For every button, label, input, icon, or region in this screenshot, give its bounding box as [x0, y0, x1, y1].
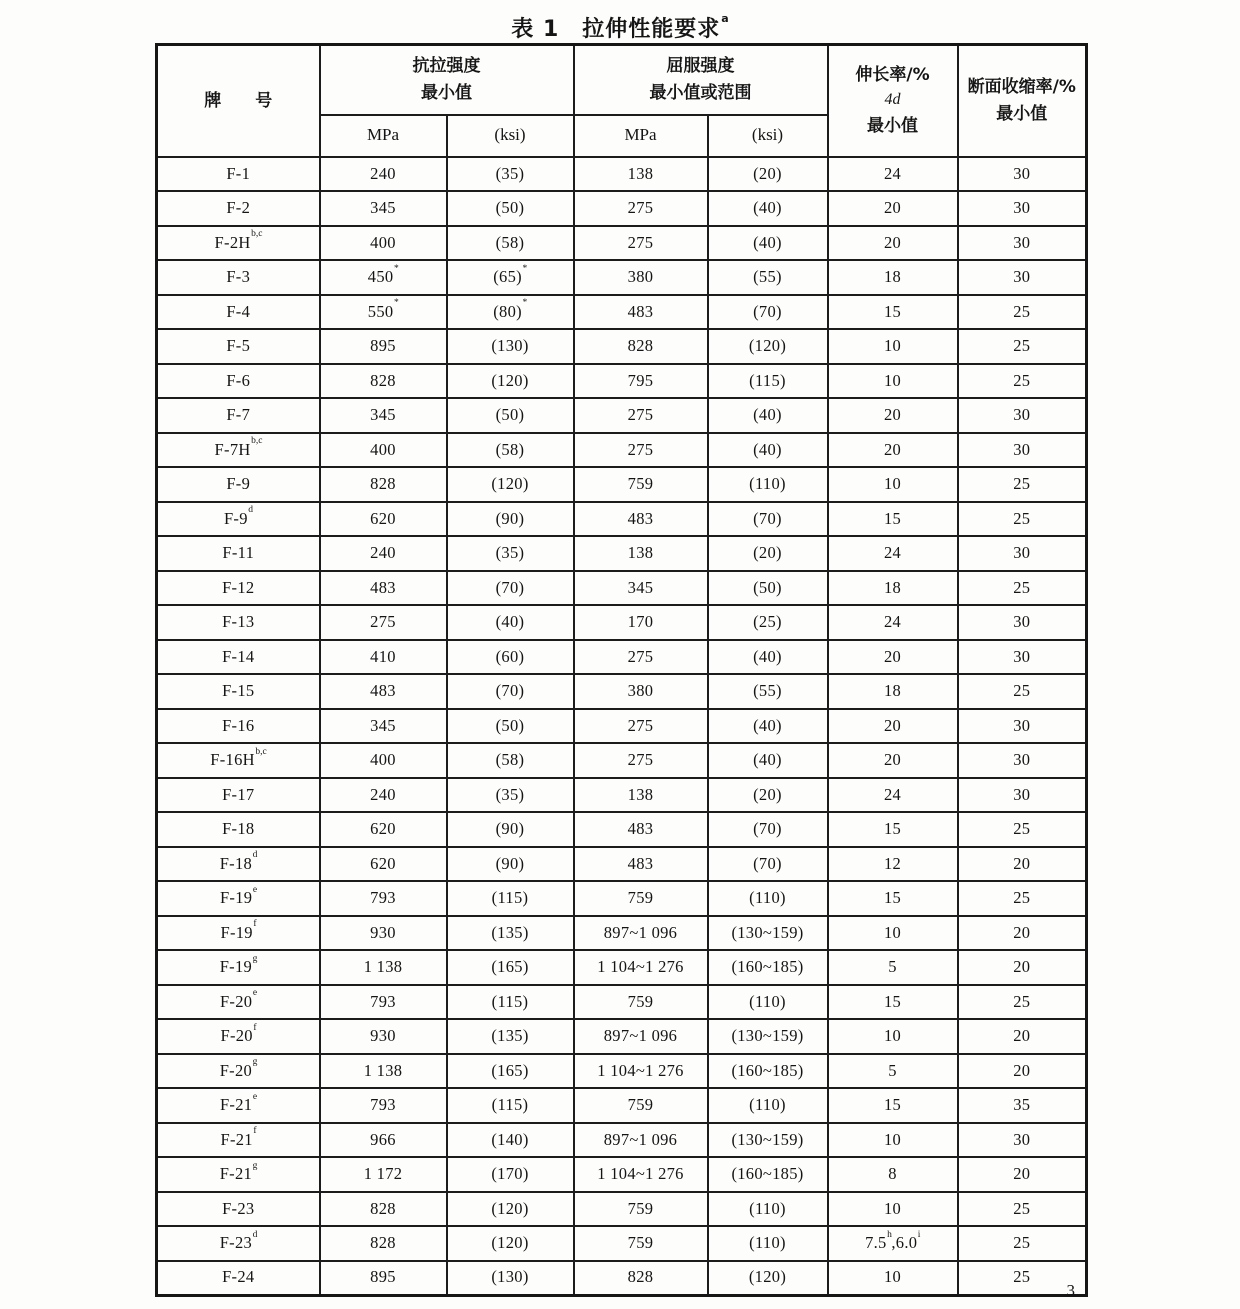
elongation-cell: 20 — [828, 226, 958, 261]
yield-mpa-cell: 1 104~1 276 — [574, 1054, 708, 1089]
header-reduction-line1: 断面收缩率/% — [967, 77, 1076, 98]
header-group-row — [157, 45, 1087, 115]
table-row — [157, 1054, 1087, 1089]
yield-ksi-cell: (110) — [708, 881, 828, 916]
yield-mpa-cell: 275 — [574, 640, 708, 675]
tensile-mpa-cell: 1 138 — [320, 1054, 447, 1089]
table-row — [157, 502, 1087, 537]
tensile-mpa-cell: 345 — [320, 709, 447, 744]
tensile-mpa-cell: 410 — [320, 640, 447, 675]
yield-mpa-cell: 483 — [574, 295, 708, 330]
table-row — [157, 640, 1087, 675]
yield-ksi-cell: (70) — [708, 295, 828, 330]
table-row — [157, 433, 1087, 468]
tensile-mpa-cell: 483 — [320, 674, 447, 709]
tensile-ksi-cell: (90) — [447, 502, 574, 537]
reduction-cell: 30 — [958, 191, 1087, 226]
grade-cell: F-13 — [157, 605, 320, 640]
elongation-cell: 20 — [828, 398, 958, 433]
elongation-cell: 24 — [828, 157, 958, 192]
reduction-cell: 25 — [958, 1261, 1087, 1296]
yield-mpa-cell: 483 — [574, 502, 708, 537]
elongation-cell: 10 — [828, 1192, 958, 1227]
yield-ksi-cell: (20) — [708, 778, 828, 813]
header-tensile-ksi: (ksi) — [447, 115, 574, 157]
tensile-ksi-cell: (120) — [447, 1192, 574, 1227]
tensile-mpa-cell: 400 — [320, 226, 447, 261]
table-row — [157, 295, 1087, 330]
grade-cell: $F-7H^{b,c}$ — [157, 433, 320, 468]
tensile-mpa-cell: 550* — [320, 295, 447, 330]
tensile-ksi-cell: (135) — [447, 1019, 574, 1054]
table-row — [157, 1157, 1087, 1192]
yield-ksi-cell: (40) — [708, 433, 828, 468]
reduction-cell: 30 — [958, 640, 1087, 675]
grade-cell: F-17 — [157, 778, 320, 813]
grade-cell: F-5 — [157, 329, 320, 364]
elongation-cell: 5 — [828, 1054, 958, 1089]
tensile-mpa-cell: 620 — [320, 502, 447, 537]
reduction-cell: 20 — [958, 1054, 1087, 1089]
header-elongation-line1: 伸长率/% — [855, 65, 930, 85]
elongation-cell: 18 — [828, 674, 958, 709]
tensile-ksi-cell: (65)* — [447, 260, 574, 295]
table-row — [157, 950, 1087, 985]
table-row — [157, 605, 1087, 640]
table-title — [155, 12, 1085, 43]
tensile-ksi-cell: (50) — [447, 709, 574, 744]
tensile-ksi-cell: (70) — [447, 571, 574, 606]
yield-mpa-cell: 759 — [574, 985, 708, 1020]
yield-ksi-cell: (20) — [708, 536, 828, 571]
header-elongation — [828, 45, 958, 157]
table-row — [157, 674, 1087, 709]
table-row — [157, 536, 1087, 571]
tensile-ksi-cell: (60) — [447, 640, 574, 675]
yield-mpa-cell: 275 — [574, 709, 708, 744]
grade-cell: F-2 — [157, 191, 320, 226]
yield-mpa-cell: 759 — [574, 881, 708, 916]
yield-mpa-cell: 138 — [574, 778, 708, 813]
reduction-cell: 25 — [958, 985, 1087, 1020]
grade-cell: F-4 — [157, 295, 320, 330]
grade-cell: F-11 — [157, 536, 320, 571]
yield-mpa-cell: 1 104~1 276 — [574, 950, 708, 985]
elongation-cell: 10 — [828, 467, 958, 502]
yield-ksi-cell: (110) — [708, 985, 828, 1020]
reduction-cell: 20 — [958, 1157, 1087, 1192]
reduction-cell: 25 — [958, 571, 1087, 606]
yield-ksi-cell: (160~185) — [708, 1157, 828, 1192]
table-row — [157, 329, 1087, 364]
table-row — [157, 1088, 1087, 1123]
table-row — [157, 364, 1087, 399]
page-number: 3 — [1066, 1281, 1075, 1300]
table-body — [157, 157, 1087, 1296]
reduction-cell: 25 — [958, 295, 1087, 330]
reduction-cell: 25 — [958, 1226, 1087, 1261]
tensile-mpa-cell: 828 — [320, 467, 447, 502]
yield-mpa-cell: 345 — [574, 571, 708, 606]
tensile-mpa-cell: 930 — [320, 916, 447, 951]
yield-mpa-cell: 275 — [574, 398, 708, 433]
reduction-cell: 25 — [958, 329, 1087, 364]
reduction-cell: 20 — [958, 847, 1087, 882]
yield-ksi-cell: (130~159) — [708, 916, 828, 951]
yield-ksi-cell: (25) — [708, 605, 828, 640]
table-row — [157, 157, 1087, 192]
tensile-mpa-cell: 1 138 — [320, 950, 447, 985]
reduction-cell: 25 — [958, 364, 1087, 399]
grade-cell: F-23$^d$ — [157, 1226, 320, 1261]
header-tensile-line1: 抗拉强度 — [412, 56, 481, 77]
grade-cell: F-18 — [157, 812, 320, 847]
reduction-cell: 30 — [958, 226, 1087, 261]
tensile-ksi-cell: (165) — [447, 950, 574, 985]
grade-cell: F-1 — [157, 157, 320, 192]
yield-ksi-cell: (110) — [708, 1226, 828, 1261]
yield-ksi-cell: (55) — [708, 674, 828, 709]
tensile-mpa-cell: 240 — [320, 536, 447, 571]
header-elongation-line3: 最小值 — [867, 116, 918, 137]
grade-cell: F-20$^f$ — [157, 1019, 320, 1054]
grade-cell: F-9 — [157, 467, 320, 502]
elongation-cell: 7.5$^h$,6.0$^i$ — [828, 1226, 958, 1261]
yield-ksi-cell: (70) — [708, 502, 828, 537]
tensile-mpa-cell: 930 — [320, 1019, 447, 1054]
yield-ksi-cell: (70) — [708, 847, 828, 882]
reduction-cell: 30 — [958, 709, 1087, 744]
tensile-mpa-cell: 828 — [320, 1192, 447, 1227]
header-grade: 牌 号 — [157, 45, 320, 157]
yield-ksi-cell: (40) — [708, 191, 828, 226]
table-row — [157, 847, 1087, 882]
yield-ksi-cell: (160~185) — [708, 950, 828, 985]
reduction-cell: 30 — [958, 778, 1087, 813]
elongation-cell: 5 — [828, 950, 958, 985]
yield-mpa-cell: 828 — [574, 1261, 708, 1296]
elongation-cell: 24 — [828, 778, 958, 813]
reduction-cell: 25 — [958, 674, 1087, 709]
grade-cell: F-18$^d$ — [157, 847, 320, 882]
grade-cell: F-21e — [157, 1088, 320, 1123]
header-tensile-mpa: MPa — [320, 115, 447, 157]
yield-ksi-cell: (120) — [708, 1261, 828, 1296]
yield-mpa-cell: 483 — [574, 847, 708, 882]
tensile-ksi-cell: (170) — [447, 1157, 574, 1192]
grade-cell: F-20e — [157, 985, 320, 1020]
table-row — [157, 709, 1087, 744]
tensile-mpa-cell: 1 172 — [320, 1157, 447, 1192]
table-row — [157, 743, 1087, 778]
yield-mpa-cell: 275 — [574, 191, 708, 226]
yield-ksi-cell: (110) — [708, 1192, 828, 1227]
header-reduction-of-area — [958, 45, 1087, 157]
yield-ksi-cell: (160~185) — [708, 1054, 828, 1089]
header-elongation-gauge: 4d — [884, 91, 901, 109]
grade-cell: F-14 — [157, 640, 320, 675]
grade-cell: F-20$^g$ — [157, 1054, 320, 1089]
elongation-cell: 12 — [828, 847, 958, 882]
tensile-mpa-cell: 240 — [320, 778, 447, 813]
reduction-cell: 20 — [958, 950, 1087, 985]
elongation-cell: 20 — [828, 743, 958, 778]
elongation-cell: 20 — [828, 433, 958, 468]
yield-mpa-cell: 1 104~1 276 — [574, 1157, 708, 1192]
tensile-ksi-cell: (115) — [447, 1088, 574, 1123]
yield-mpa-cell: 138 — [574, 536, 708, 571]
reduction-cell: 30 — [958, 536, 1087, 571]
yield-mpa-cell: 795 — [574, 364, 708, 399]
tensile-ksi-cell: (58) — [447, 226, 574, 261]
grade-cell: F-21$^f$ — [157, 1123, 320, 1158]
elongation-cell: 20 — [828, 191, 958, 226]
reduction-cell: 25 — [958, 881, 1087, 916]
tensile-mpa-cell: 620 — [320, 847, 447, 882]
yield-ksi-cell: (40) — [708, 640, 828, 675]
yield-ksi-cell: (40) — [708, 398, 828, 433]
yield-mpa-cell: 483 — [574, 812, 708, 847]
tensile-mpa-cell: 620 — [320, 812, 447, 847]
tensile-ksi-cell: (35) — [447, 157, 574, 192]
grade-cell: F-19$^g$ — [157, 950, 320, 985]
elongation-cell: 10 — [828, 1123, 958, 1158]
grade-cell: F-15 — [157, 674, 320, 709]
reduction-cell: 25 — [958, 467, 1087, 502]
grade-cell: $F-16H^{b,c}$ — [157, 743, 320, 778]
elongation-cell: 8 — [828, 1157, 958, 1192]
elongation-cell: 18 — [828, 571, 958, 606]
yield-ksi-cell: (130~159) — [708, 1019, 828, 1054]
tensile-ksi-cell: (135) — [447, 916, 574, 951]
table-row — [157, 191, 1087, 226]
table-row — [157, 916, 1087, 951]
tensile-ksi-cell: (58) — [447, 743, 574, 778]
table-row — [157, 985, 1087, 1020]
tensile-ksi-cell: (130) — [447, 1261, 574, 1296]
table-row — [157, 260, 1087, 295]
tensile-ksi-cell: (120) — [447, 1226, 574, 1261]
grade-cell: F-3 — [157, 260, 320, 295]
tensile-requirements-table — [155, 43, 1088, 1297]
yield-mpa-cell: 380 — [574, 674, 708, 709]
reduction-cell: 20 — [958, 916, 1087, 951]
tensile-ksi-cell: (165) — [447, 1054, 574, 1089]
yield-mpa-cell: 275 — [574, 433, 708, 468]
grade-cell: F-24 — [157, 1261, 320, 1296]
reduction-cell: 35 — [958, 1088, 1087, 1123]
tensile-ksi-cell: (90) — [447, 847, 574, 882]
elongation-cell: 20 — [828, 709, 958, 744]
tensile-mpa-cell: 483 — [320, 571, 447, 606]
table-row — [157, 226, 1087, 261]
grade-cell: F-7 — [157, 398, 320, 433]
tensile-ksi-cell: (35) — [447, 778, 574, 813]
tensile-ksi-cell: (70) — [447, 674, 574, 709]
grade-cell: F-23 — [157, 1192, 320, 1227]
tensile-mpa-cell: 793 — [320, 1088, 447, 1123]
yield-ksi-cell: (70) — [708, 812, 828, 847]
tensile-mpa-cell: 450* — [320, 260, 447, 295]
reduction-cell: 30 — [958, 433, 1087, 468]
yield-mpa-cell: 759 — [574, 1088, 708, 1123]
elongation-cell: 20 — [828, 640, 958, 675]
yield-mpa-cell: 275 — [574, 743, 708, 778]
table-row — [157, 467, 1087, 502]
tensile-ksi-cell: (90) — [447, 812, 574, 847]
elongation-cell: 15 — [828, 812, 958, 847]
tensile-mpa-cell: 828 — [320, 364, 447, 399]
tensile-ksi-cell: (80)* — [447, 295, 574, 330]
tensile-ksi-cell: (115) — [447, 985, 574, 1020]
table-row — [157, 881, 1087, 916]
header-tensile-line2: 最小值 — [421, 82, 472, 103]
tensile-mpa-cell: 345 — [320, 398, 447, 433]
grade-cell: F-9$^d$ — [157, 502, 320, 537]
yield-ksi-cell: (110) — [708, 1088, 828, 1123]
tensile-ksi-cell: (50) — [447, 398, 574, 433]
table-row — [157, 398, 1087, 433]
tensile-mpa-cell: 793 — [320, 985, 447, 1020]
grade-cell: F-19$^f$ — [157, 916, 320, 951]
reduction-cell: 30 — [958, 1123, 1087, 1158]
reduction-cell: 30 — [958, 260, 1087, 295]
header-yield-line1: 屈服强度 — [666, 56, 735, 77]
tensile-ksi-cell: (130) — [447, 329, 574, 364]
yield-ksi-cell: (50) — [708, 571, 828, 606]
yield-mpa-cell: 759 — [574, 1226, 708, 1261]
yield-ksi-cell: (20) — [708, 157, 828, 192]
header-yield-line2: 最小值或范围 — [649, 82, 752, 103]
reduction-cell: 25 — [958, 502, 1087, 537]
tensile-mpa-cell: 240 — [320, 157, 447, 192]
grade-cell: F-12 — [157, 571, 320, 606]
reduction-cell: 30 — [958, 157, 1087, 192]
yield-mpa-cell: 380 — [574, 260, 708, 295]
tensile-mpa-cell: 400 — [320, 743, 447, 778]
yield-ksi-cell: (110) — [708, 467, 828, 502]
tensile-ksi-cell: (40) — [447, 605, 574, 640]
tensile-mpa-cell: 895 — [320, 329, 447, 364]
table-row — [157, 812, 1087, 847]
yield-mpa-cell: 897~1 096 — [574, 916, 708, 951]
elongation-cell: 10 — [828, 1261, 958, 1296]
grade-cell: F-6 — [157, 364, 320, 399]
table-row — [157, 1192, 1087, 1227]
header-yield-ksi: (ksi) — [708, 115, 828, 157]
table-title-text: 表 1 拉伸性能要求 — [511, 17, 721, 42]
yield-mpa-cell: 170 — [574, 605, 708, 640]
elongation-cell: 15 — [828, 295, 958, 330]
tensile-ksi-cell: (35) — [447, 536, 574, 571]
elongation-cell: 15 — [828, 502, 958, 537]
header-reduction-line2: 最小值 — [996, 103, 1048, 124]
header-tensile-strength-group — [320, 45, 574, 115]
elongation-cell: 10 — [828, 1019, 958, 1054]
table-row — [157, 1019, 1087, 1054]
yield-ksi-cell: (120) — [708, 329, 828, 364]
yield-ksi-cell: (40) — [708, 709, 828, 744]
tensile-ksi-cell: (58) — [447, 433, 574, 468]
elongation-cell: 10 — [828, 329, 958, 364]
header-yield-mpa: MPa — [574, 115, 708, 157]
reduction-cell: 25 — [958, 1192, 1087, 1227]
grade-cell: $F-2H^{b,c}$ — [157, 226, 320, 261]
table-row — [157, 571, 1087, 606]
yield-mpa-cell: 275 — [574, 226, 708, 261]
yield-ksi-cell: (40) — [708, 226, 828, 261]
elongation-cell: 24 — [828, 536, 958, 571]
tensile-mpa-cell: 345 — [320, 191, 447, 226]
table-header — [157, 45, 1087, 157]
tensile-ksi-cell: (50) — [447, 191, 574, 226]
table-title-footnote-marker: a — [721, 11, 730, 25]
tensile-mpa-cell: 275 — [320, 605, 447, 640]
tensile-ksi-cell: (120) — [447, 364, 574, 399]
table-row — [157, 1123, 1087, 1158]
yield-mpa-cell: 138 — [574, 157, 708, 192]
elongation-cell: 15 — [828, 985, 958, 1020]
reduction-cell: 25 — [958, 812, 1087, 847]
elongation-cell: 10 — [828, 916, 958, 951]
elongation-cell: 18 — [828, 260, 958, 295]
grade-cell: F-16 — [157, 709, 320, 744]
elongation-cell: 15 — [828, 881, 958, 916]
yield-mpa-cell: 897~1 096 — [574, 1019, 708, 1054]
tensile-mpa-cell: 966 — [320, 1123, 447, 1158]
reduction-cell: 20 — [958, 1019, 1087, 1054]
yield-ksi-cell: (115) — [708, 364, 828, 399]
elongation-cell: 10 — [828, 364, 958, 399]
elongation-cell: 15 — [828, 1088, 958, 1123]
reduction-cell: 30 — [958, 398, 1087, 433]
elongation-cell: 24 — [828, 605, 958, 640]
yield-mpa-cell: 759 — [574, 467, 708, 502]
yield-ksi-cell: (55) — [708, 260, 828, 295]
tensile-mpa-cell: 400 — [320, 433, 447, 468]
tensile-mpa-cell: 895 — [320, 1261, 447, 1296]
header-yield-strength-group — [574, 45, 828, 115]
yield-ksi-cell: (130~159) — [708, 1123, 828, 1158]
tensile-ksi-cell: (115) — [447, 881, 574, 916]
yield-mpa-cell: 759 — [574, 1192, 708, 1227]
tensile-ksi-cell: (120) — [447, 467, 574, 502]
grade-cell: F-19e — [157, 881, 320, 916]
grade-cell: F-21$^g$ — [157, 1157, 320, 1192]
reduction-cell: 30 — [958, 743, 1087, 778]
tensile-mpa-cell: 828 — [320, 1226, 447, 1261]
yield-mpa-cell: 897~1 096 — [574, 1123, 708, 1158]
tensile-mpa-cell: 793 — [320, 881, 447, 916]
reduction-cell: 30 — [958, 605, 1087, 640]
tensile-ksi-cell: (140) — [447, 1123, 574, 1158]
yield-ksi-cell: (40) — [708, 743, 828, 778]
yield-mpa-cell: 828 — [574, 329, 708, 364]
table-row — [157, 778, 1087, 813]
table-row — [157, 1226, 1087, 1261]
